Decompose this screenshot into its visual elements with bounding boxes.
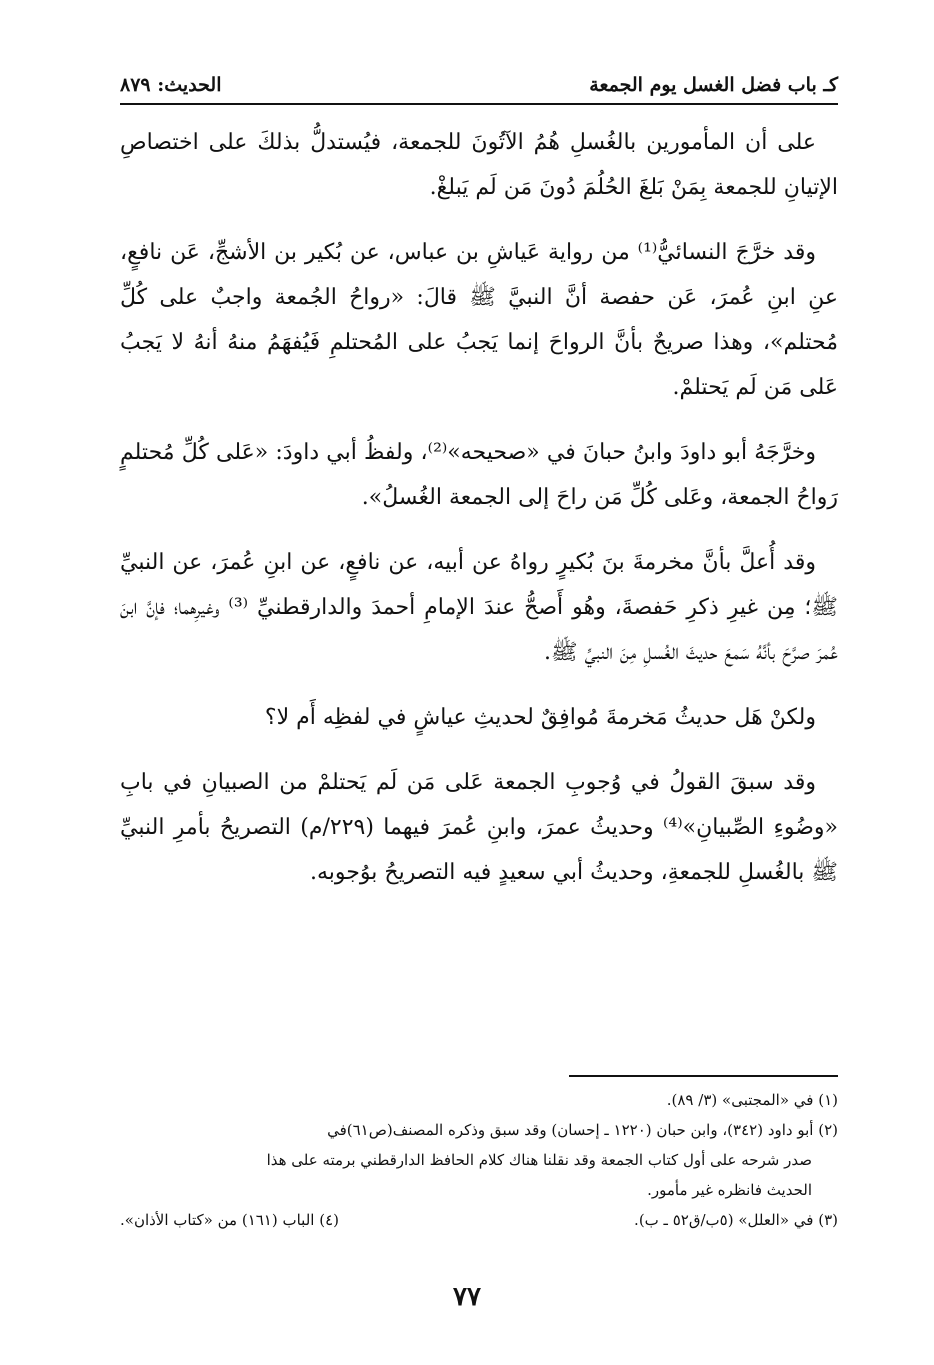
- page-number: ٧٧: [453, 1282, 481, 1312]
- header-rule: [120, 103, 838, 105]
- paragraph: وقد سبقَ القولُ في وُجوبِ الجمعة عَلى مَن لَم يَحتلمْ من الصبيانِ في بابِ «وضُوءِ الصِّبيانِ»⁽⁴⁾ وحديثُ عمرَ، وابنِ عُمرَ فيهما (٢٢٩/م) التصريحُ بأمرِ النبيِّ ﷺ بالغُسلِ للجمعةِ، وحديثُ أبي سعيدٍ فيه التصريحُ بوُجوبه.: [120, 770, 838, 885]
- footnote-separator: [569, 1075, 838, 1077]
- footnote-2-continuation: صدر شرحه على أول كتاب الجمعة وقد نقلنا هناك كلام الحافظ الدارقطني برمته على هذا: [266, 1151, 812, 1169]
- footnote-row: [120, 1205, 838, 1235]
- main-text: [120, 120, 838, 915]
- footnote-2-continuation: الحديث فانظره غير مأمور.: [647, 1181, 812, 1199]
- paragraph: وقد أُعلَّ بأنَّ مخرمةَ بنَ بُكيرٍ رواهُ عن أبيه، عن نافعٍ، عن ابنِ عُمرَ، عن النبيِّ ﷺ؛ مِن غيرِ ذكرِ حَفصةَ، وهُو أَصحُّ عندَ الإمامِ أحمدَ والدارقطنيِّ ⁽³⁾ وغيرِهما؛ فإنَّ ابنَ عُمرَ صرَّحَ بأنَّهُ سَمعَ حديثَ الغُسلِ مِنَ النبيِّ ﷺ.: [120, 550, 839, 665]
- hadith-reference: الحديث: ٨٧٩: [120, 74, 222, 96]
- paragraph: على أن المأمورين بالغُسلِ هُمُ الآتُونَ للجمعة، فيُستدلُّ بذلكَ على اختصاصِ الإتيانِ للجمعة بِمَنْ بَلغَ الحُلُمَ دُونَ مَن لَم يَبلغْ.: [120, 130, 838, 200]
- paragraph: وقد خرَّجَ النسائيُّ⁽¹⁾ من رواية عَياشِ بن عباس، عن بُكير بن الأشجِّ، عَن نافعٍ، عنِ ابنِ عُمرَ، عَن حفصة أنَّ النبيَّ ﷺ قالَ: «رواحُ الجُمعة واجبٌ على كُلِّ مُحتلم»، وهذا صريحٌ بأنَّ الرواحَ إنما يَجبُ على المُحتلمِ فَيُفهَمُ منهُ أنهُ لا يَجبُ عَلى مَن لَم يَحتلمْ.: [120, 240, 838, 400]
- footnote-4: (٤) الباب (١٦١) من «كتاب الأذان».: [120, 1211, 339, 1229]
- running-header: [120, 70, 838, 100]
- footnote-2: (٢) أبو داود (٣٤٢)، وابن حبان (١٢٢٠ ـ إحسان) وقد سبق وذكره المصنف(ص٦١)في: [327, 1121, 838, 1139]
- chapter-title: كـ باب فضل الغسل يوم الجمعة: [589, 74, 838, 96]
- footnote-1: (١) في «المجتبى» (٣/ ٨٩).: [666, 1091, 838, 1109]
- footnote-3: (٣) في «العلل» (٥ب/ق٥٢ ـ ب).: [634, 1211, 838, 1229]
- paragraph: ولكنْ هَل حديثُ مَخرمةَ مُوافِقٌ لحديثِ عياشٍ في لفظِه أَم لا؟: [264, 705, 816, 730]
- paragraph: وخرَّجَهُ أبو داودَ وابنُ حبانَ في «صحيحه»⁽²⁾، ولفظُ أبي داودَ: «عَلى كُلِّ مُحتلمٍ رَواحُ الجمعة، وعَلى كُلِّ مَن راحَ إلى الجمعة الغُسلُ».: [120, 440, 838, 510]
- footnotes: [120, 1085, 838, 1235]
